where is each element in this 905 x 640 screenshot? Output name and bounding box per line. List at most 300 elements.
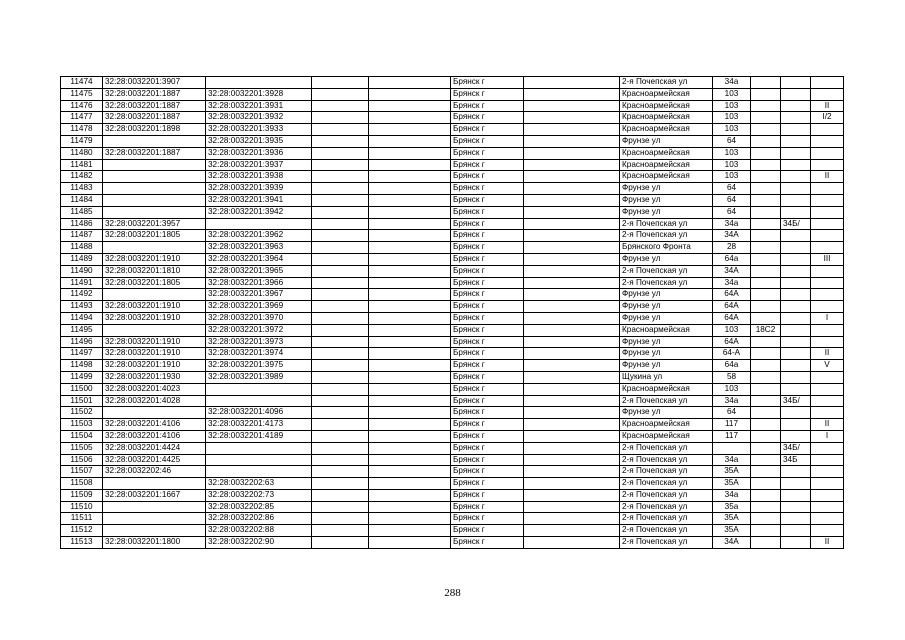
section [811, 442, 844, 454]
empty-cell [369, 312, 451, 324]
registry-rows [61, 77, 844, 549]
street: 2-я Почепская ул [620, 466, 713, 478]
building [751, 454, 781, 466]
table-row [61, 230, 844, 242]
empty-cell [312, 513, 369, 525]
house-number: 103 [713, 124, 751, 136]
building [751, 312, 781, 324]
building [751, 407, 781, 419]
empty-cell [312, 77, 369, 89]
cadastral-number: 32:28:0032201:1898 [103, 124, 206, 136]
record-number: 11497 [61, 348, 103, 360]
house-number: 34а [713, 454, 751, 466]
street: Красноармейская [620, 171, 713, 183]
house-number: 34а [713, 77, 751, 89]
cadastral-number [103, 135, 206, 147]
building [751, 242, 781, 254]
section: II [811, 537, 844, 549]
empty-cell [369, 407, 451, 419]
empty-cell [369, 324, 451, 336]
record-number: 11475 [61, 88, 103, 100]
empty-cell [524, 77, 620, 89]
cadastral-number [103, 478, 206, 490]
apartment [781, 489, 811, 501]
section [811, 513, 844, 525]
house-number: 34А [713, 230, 751, 242]
house-number: 64 [713, 206, 751, 218]
section [811, 88, 844, 100]
table-row [61, 88, 844, 100]
street: Красноармейская [620, 147, 713, 159]
empty-cell [524, 135, 620, 147]
sub-cadastral-number: 32:28:0032201:3935 [206, 135, 312, 147]
record-number: 11507 [61, 466, 103, 478]
house-number: 103 [713, 383, 751, 395]
building [751, 171, 781, 183]
record-number: 11479 [61, 135, 103, 147]
cadastral-number: 32:28:0032201:1887 [103, 88, 206, 100]
table-row [61, 348, 844, 360]
house-number: 34а [713, 218, 751, 230]
apartment [781, 88, 811, 100]
empty-cell [524, 501, 620, 513]
apartment [781, 159, 811, 171]
empty-cell [312, 124, 369, 136]
street: Фрунзе ул [620, 407, 713, 419]
sub-cadastral-number: 32:28:0032202:63 [206, 478, 312, 490]
building [751, 383, 781, 395]
record-number: 11508 [61, 478, 103, 490]
city: Брянск г [451, 242, 524, 254]
table-row [61, 206, 844, 218]
empty-cell [369, 419, 451, 431]
street: Красноармейская [620, 419, 713, 431]
empty-cell [312, 265, 369, 277]
house-number: 35а [713, 501, 751, 513]
empty-cell [524, 466, 620, 478]
sub-cadastral-number: 32:28:0032201:3928 [206, 88, 312, 100]
street: Фрунзе ул [620, 194, 713, 206]
street: Красноармейская [620, 112, 713, 124]
house-number: 117 [713, 419, 751, 431]
street: Брянского Фронта [620, 242, 713, 254]
empty-cell [369, 183, 451, 195]
empty-cell [524, 171, 620, 183]
city: Брянск г [451, 383, 524, 395]
sub-cadastral-number [206, 454, 312, 466]
record-number: 11480 [61, 147, 103, 159]
apartment [781, 466, 811, 478]
city: Брянск г [451, 466, 524, 478]
table-row [61, 135, 844, 147]
street: Щукина ул [620, 371, 713, 383]
apartment [781, 501, 811, 513]
city: Брянск г [451, 407, 524, 419]
apartment [781, 124, 811, 136]
city: Брянск г [451, 277, 524, 289]
house-number: 103 [713, 100, 751, 112]
cadastral-number: 32:28:0032202:46 [103, 466, 206, 478]
record-number: 11477 [61, 112, 103, 124]
empty-cell [312, 88, 369, 100]
empty-cell [369, 230, 451, 242]
empty-cell [312, 419, 369, 431]
record-number: 11505 [61, 442, 103, 454]
table-row [61, 478, 844, 490]
house-number [713, 442, 751, 454]
section [811, 135, 844, 147]
house-number: 64А [713, 312, 751, 324]
city: Брянск г [451, 124, 524, 136]
empty-cell [524, 395, 620, 407]
apartment [781, 77, 811, 89]
empty-cell [369, 289, 451, 301]
record-number: 11481 [61, 159, 103, 171]
sub-cadastral-number: 32:28:0032201:3973 [206, 336, 312, 348]
sub-cadastral-number: 32:28:0032202:86 [206, 513, 312, 525]
street: Фрунзе ул [620, 301, 713, 313]
cadastral-number: 32:28:0032201:1910 [103, 360, 206, 372]
table-row [61, 112, 844, 124]
empty-cell [524, 489, 620, 501]
apartment [781, 324, 811, 336]
apartment [781, 360, 811, 372]
empty-cell [369, 194, 451, 206]
empty-cell [312, 371, 369, 383]
city: Брянск г [451, 336, 524, 348]
empty-cell [312, 230, 369, 242]
empty-cell [312, 501, 369, 513]
cadastral-number [103, 183, 206, 195]
section: II [811, 348, 844, 360]
apartment [781, 100, 811, 112]
section: II [811, 100, 844, 112]
building [751, 277, 781, 289]
apartment [781, 513, 811, 525]
street: Фрунзе ул [620, 135, 713, 147]
city: Брянск г [451, 301, 524, 313]
sub-cadastral-number: 32:28:0032201:4096 [206, 407, 312, 419]
empty-cell [312, 135, 369, 147]
section [811, 218, 844, 230]
empty-cell [369, 206, 451, 218]
cadastral-number: 32:28:0032201:1800 [103, 537, 206, 549]
building [751, 112, 781, 124]
building [751, 253, 781, 265]
empty-cell [312, 442, 369, 454]
table-row [61, 513, 844, 525]
empty-cell [369, 348, 451, 360]
apartment [781, 242, 811, 254]
building [751, 395, 781, 407]
sub-cadastral-number: 32:28:0032201:3974 [206, 348, 312, 360]
house-number: 117 [713, 430, 751, 442]
record-number: 11501 [61, 395, 103, 407]
street: Красноармейская [620, 324, 713, 336]
empty-cell [312, 159, 369, 171]
empty-cell [524, 348, 620, 360]
table-row [61, 77, 844, 89]
building [751, 466, 781, 478]
empty-cell [524, 478, 620, 490]
city: Брянск г [451, 501, 524, 513]
record-number: 11500 [61, 383, 103, 395]
street: 2-я Почепская ул [620, 501, 713, 513]
apartment [781, 407, 811, 419]
street: 2-я Почепская ул [620, 277, 713, 289]
city: Брянск г [451, 147, 524, 159]
house-number: 103 [713, 171, 751, 183]
empty-cell [524, 383, 620, 395]
apartment [781, 312, 811, 324]
empty-cell [524, 324, 620, 336]
empty-cell [524, 289, 620, 301]
empty-cell [369, 478, 451, 490]
house-number: 103 [713, 112, 751, 124]
apartment [781, 419, 811, 431]
table-row [61, 218, 844, 230]
building [751, 442, 781, 454]
empty-cell [524, 100, 620, 112]
building [751, 194, 781, 206]
city: Брянск г [451, 442, 524, 454]
house-number: 64А [713, 336, 751, 348]
section: I [811, 430, 844, 442]
empty-cell [369, 466, 451, 478]
record-number: 11486 [61, 218, 103, 230]
city: Брянск г [451, 230, 524, 242]
empty-cell [369, 501, 451, 513]
street: 2-я Почепская ул [620, 77, 713, 89]
street: 2-я Почепская ул [620, 478, 713, 490]
record-number: 11478 [61, 124, 103, 136]
sub-cadastral-number: 32:28:0032201:4189 [206, 430, 312, 442]
building [751, 159, 781, 171]
record-number: 11513 [61, 537, 103, 549]
city: Брянск г [451, 77, 524, 89]
street: Красноармейская [620, 159, 713, 171]
cadastral-number: 32:28:0032201:4424 [103, 442, 206, 454]
city: Брянск г [451, 171, 524, 183]
section [811, 77, 844, 89]
empty-cell [524, 124, 620, 136]
empty-cell [524, 454, 620, 466]
empty-cell [312, 466, 369, 478]
section [811, 478, 844, 490]
empty-cell [524, 513, 620, 525]
building [751, 147, 781, 159]
table-row [61, 537, 844, 549]
empty-cell [312, 360, 369, 372]
empty-cell [369, 77, 451, 89]
empty-cell [524, 407, 620, 419]
empty-cell [524, 88, 620, 100]
empty-cell [369, 171, 451, 183]
building [751, 77, 781, 89]
table-row [61, 100, 844, 112]
house-number: 103 [713, 324, 751, 336]
empty-cell [524, 360, 620, 372]
apartment [781, 265, 811, 277]
sub-cadastral-number: 32:28:0032201:3937 [206, 159, 312, 171]
cadastral-number [103, 289, 206, 301]
cadastral-number [103, 513, 206, 525]
record-number: 11482 [61, 171, 103, 183]
apartment [781, 537, 811, 549]
empty-cell [369, 88, 451, 100]
sub-cadastral-number: 32:28:0032202:90 [206, 537, 312, 549]
sub-cadastral-number: 32:28:0032202:85 [206, 501, 312, 513]
table-row [61, 525, 844, 537]
sub-cadastral-number: 32:28:0032201:3933 [206, 124, 312, 136]
empty-cell [312, 525, 369, 537]
section [811, 265, 844, 277]
record-number: 11474 [61, 77, 103, 89]
street: Фрунзе ул [620, 360, 713, 372]
cadastral-number: 32:28:0032201:3907 [103, 77, 206, 89]
sub-cadastral-number: 32:28:0032201:3941 [206, 194, 312, 206]
section [811, 407, 844, 419]
table-row [61, 371, 844, 383]
apartment [781, 348, 811, 360]
section [811, 454, 844, 466]
sub-cadastral-number [206, 442, 312, 454]
record-number: 11493 [61, 301, 103, 313]
empty-cell [369, 371, 451, 383]
house-number: 64а [713, 253, 751, 265]
sub-cadastral-number: 32:28:0032201:3936 [206, 147, 312, 159]
house-number: 64 [713, 194, 751, 206]
empty-cell [312, 218, 369, 230]
table-row [61, 407, 844, 419]
city: Брянск г [451, 100, 524, 112]
building [751, 230, 781, 242]
city: Брянск г [451, 218, 524, 230]
section: III [811, 253, 844, 265]
record-number: 11498 [61, 360, 103, 372]
house-number: 34а [713, 395, 751, 407]
street: 2-я Почепская ул [620, 525, 713, 537]
city: Брянск г [451, 183, 524, 195]
city: Брянск г [451, 312, 524, 324]
section [811, 395, 844, 407]
empty-cell [312, 537, 369, 549]
cadastral-number: 32:28:0032201:1805 [103, 230, 206, 242]
empty-cell [524, 525, 620, 537]
cadastral-number [103, 206, 206, 218]
table-row [61, 124, 844, 136]
house-number: 28 [713, 242, 751, 254]
house-number: 64А [713, 289, 751, 301]
registry-table [60, 76, 844, 549]
empty-cell [369, 265, 451, 277]
empty-cell [312, 171, 369, 183]
section [811, 183, 844, 195]
empty-cell [312, 147, 369, 159]
street: Фрунзе ул [620, 206, 713, 218]
city: Брянск г [451, 395, 524, 407]
building [751, 537, 781, 549]
building [751, 336, 781, 348]
sub-cadastral-number: 32:28:0032201:3966 [206, 277, 312, 289]
house-number: 64 [713, 183, 751, 195]
empty-cell [369, 301, 451, 313]
empty-cell [524, 147, 620, 159]
city: Брянск г [451, 489, 524, 501]
apartment: 34Б [781, 454, 811, 466]
empty-cell [312, 348, 369, 360]
city: Брянск г [451, 360, 524, 372]
table-row [61, 454, 844, 466]
record-number: 11487 [61, 230, 103, 242]
house-number: 103 [713, 147, 751, 159]
table-row [61, 265, 844, 277]
street: 2-я Почепская ул [620, 395, 713, 407]
record-number: 11509 [61, 489, 103, 501]
street: 2-я Почепская ул [620, 442, 713, 454]
sub-cadastral-number: 32:28:0032201:3989 [206, 371, 312, 383]
empty-cell [312, 395, 369, 407]
house-number: 34а [713, 277, 751, 289]
empty-cell [312, 478, 369, 490]
building [751, 525, 781, 537]
empty-cell [369, 135, 451, 147]
apartment [781, 206, 811, 218]
table-row [61, 277, 844, 289]
building [751, 265, 781, 277]
sub-cadastral-number [206, 77, 312, 89]
house-number: 64 [713, 407, 751, 419]
cadastral-number: 32:28:0032201:1910 [103, 301, 206, 313]
apartment [781, 525, 811, 537]
house-number: 35А [713, 513, 751, 525]
street: Красноармейская [620, 430, 713, 442]
empty-cell [524, 419, 620, 431]
apartment [781, 135, 811, 147]
table-row [61, 301, 844, 313]
empty-cell [524, 265, 620, 277]
section: I [811, 312, 844, 324]
empty-cell [524, 336, 620, 348]
empty-cell [312, 489, 369, 501]
apartment: 34Б/ [781, 442, 811, 454]
record-number: 11485 [61, 206, 103, 218]
cadastral-number: 32:28:0032201:1887 [103, 100, 206, 112]
empty-cell [369, 112, 451, 124]
cadastral-number: 32:28:0032201:1910 [103, 253, 206, 265]
apartment [781, 171, 811, 183]
city: Брянск г [451, 206, 524, 218]
street: Красноармейская [620, 124, 713, 136]
section [811, 194, 844, 206]
section [811, 324, 844, 336]
building [751, 289, 781, 301]
building [751, 513, 781, 525]
sub-cadastral-number: 32:28:0032201:3932 [206, 112, 312, 124]
record-number: 11476 [61, 100, 103, 112]
city: Брянск г [451, 454, 524, 466]
street: 2-я Почепская ул [620, 489, 713, 501]
empty-cell [312, 454, 369, 466]
empty-cell [524, 371, 620, 383]
empty-cell [312, 206, 369, 218]
empty-cell [369, 100, 451, 112]
record-number: 11502 [61, 407, 103, 419]
empty-cell [369, 159, 451, 171]
empty-cell [524, 242, 620, 254]
cadastral-number [103, 407, 206, 419]
record-number: 11490 [61, 265, 103, 277]
